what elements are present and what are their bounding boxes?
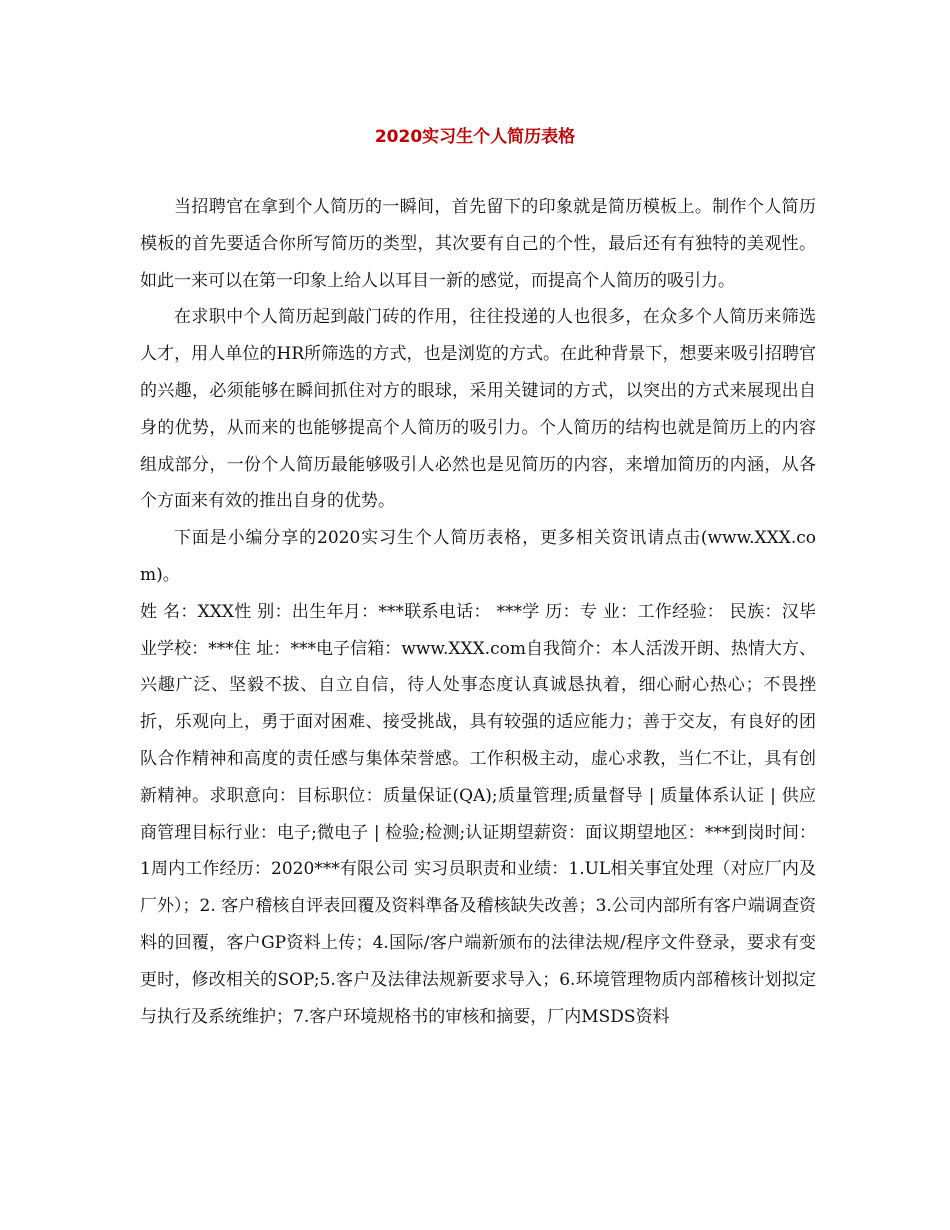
paragraph-resume-role: 在求职中个人简历起到敲门砖的作用，往往投递的人也很多，在众多个人简历来筛选人才，用人单位的HR所筛选的方式，也是浏览的方式。在此种背景下，想要来吸引招聘官的兴趣，必须能够在瞬间抓住对方的眼球，采用关键词的方式，以突出的方式来展现出自身的优势，从而来的也能够提高个人简历的吸引力。个人简历的结构也就是简历上的内容组成部分，一份个人简历最能够吸引人必然也是见简历的内容，来增加简历的内涵，从各个方面来有效的推出自身的优势。 (140, 307, 816, 512)
paragraph-share-note: 下面是小编分享的2020实习生个人简历表格，更多相关资讯请点击(www.XXX.com)。 (140, 528, 816, 585)
document-title: 2020实习生个人简历表格 (374, 127, 576, 147)
paragraph-resume-details: 姓 名：XXX性 别：出生年月：***联系电话： ***学 历：专 业：工作经验： 民族：汉毕业学校：***住 址：***电子信箱：www.XXX.com自我简介：本人活泼开朗、热情大方、兴趣广泛、坚毅不拔、自立自信，待人处事态度认真诚恳执着，细心耐心热心；不畏挫折，乐观向上，勇于面对困难、接受挑战，具有较强的适应能力；善于交友，有良好的团队合作精神和高度的责任感与集体荣誉感。工作积极主动，虚心求教，当仁不让，具有创新精神。求职意向：目标职位：质量保证(QA);质量管理;质量督导 | 质量体系认证 | 供应商管理目标行业：电子;微电子 | 检验;检测;认证期望薪资：面议期望地区：***到岗时间：1周内工作经历：2020***有限公司 实习员职责和业绩：1.UL相关事宜处理（对应厂内及厂外）；2. 客户稽核自评表回覆及资料準备及稽核缺失改善；3.公司内部所有客户端调查资料的回覆，客户GP资料上传；4.国际/客户端新颁布的法律法规/程序文件登录，要求有变更时，修改相关的SOP;5.客户及法律法规新要求导入；6.环境管理物质内部稽核计划拟定与执行及系统维护；7.客户环境规格书的审核和摘要，厂内MSDS资料 (140, 601, 816, 1027)
document-body (140, 189, 816, 1035)
paragraph-intro: 当招聘官在拿到个人简历的一瞬间，首先留下的印象就是简历模板上。制作个人简历模板的首先要适合你所写简历的类型，其次要有自己的个性，最后还有有独特的美观性。如此一来可以在第一印象上给人以耳目一新的感觉，而提高个人简历的吸引力。 (140, 197, 816, 291)
